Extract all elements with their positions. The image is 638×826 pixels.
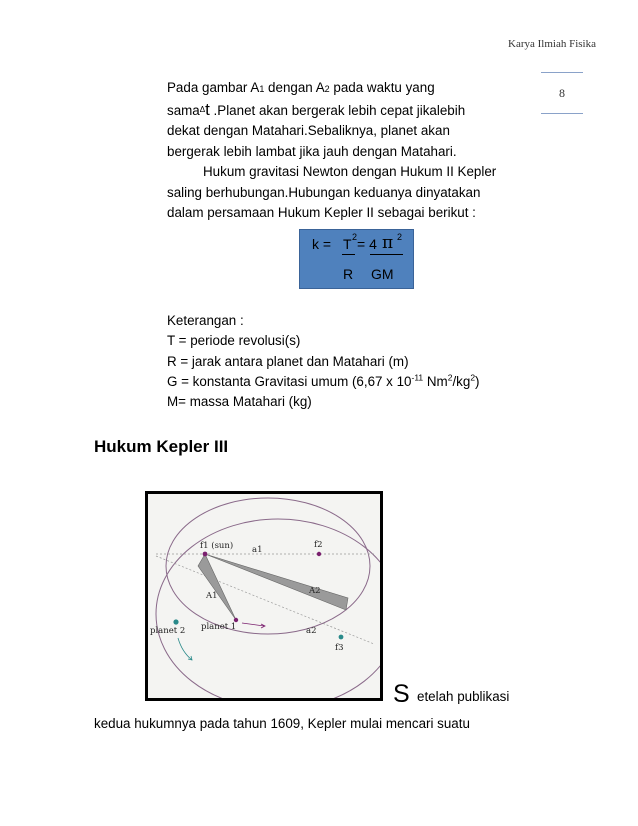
section-heading: Hukum Kepler III	[94, 437, 229, 456]
label-a1: a1	[252, 545, 263, 555]
label-f1-sun: f1 (sun)	[200, 541, 234, 551]
inner-orbit	[166, 498, 370, 634]
para-line-6: saling berhubungan.Hubungan keduanya dinyatakan	[167, 184, 481, 200]
drop-cap: S	[393, 680, 410, 708]
sun-focus-dot	[203, 552, 208, 557]
body-paragraph	[167, 78, 552, 224]
f3-focus-dot	[339, 635, 344, 640]
label-f2: f2	[314, 540, 323, 550]
para-line-3: dekat dengan Matahari.Sebaliknya, planet akan	[167, 123, 450, 138]
notes-title: Keterangan :	[167, 313, 244, 328]
fraction-bar-right	[370, 254, 403, 255]
note-g: G = konstanta Gravitasi umum (6,67 x $10^{-11}$ $Nm^2/kg^2$)	[167, 372, 480, 389]
pi-symbol: π	[382, 233, 394, 253]
label-f3: f3	[335, 643, 344, 653]
para-line-4: bergerak lebih lambat jika jauh dengan Matahari.	[167, 143, 457, 159]
para-line-5: Hukum gravitasi Newton dengan Hukum II Kepler	[203, 164, 497, 179]
running-header: Karya Ilmiah Fisika	[508, 38, 596, 50]
bottom-line-1: etelah publikasi	[417, 689, 510, 704]
note-t: T = periode revolusi(s)	[167, 333, 301, 349]
label-planet-1: planet 1	[201, 622, 237, 632]
label-A2: A2	[309, 586, 321, 596]
para-line-7: dalam persamaan Hukum Kepler II sebagai berikut :	[167, 205, 476, 220]
label-A1: A1	[206, 591, 218, 601]
para-line-2: sama$^\Delta$t .Planet akan bergerak lebih cepat jikalebih	[167, 99, 466, 119]
planet-1-arrow	[242, 623, 264, 626]
orbit-diagram	[148, 494, 380, 698]
bottom-line-2: kedua hukumnya pada tahun 1609, Kepler mulai mencari suatu	[94, 716, 470, 731]
fraction-bar-left	[342, 254, 355, 255]
label-planet-2: planet 2	[150, 626, 186, 636]
notes-list	[167, 311, 567, 412]
kepler-orbit-figure	[145, 491, 383, 701]
note-r: R = jarak antara planet dan Matahari (m)	[167, 353, 409, 369]
label-a2: a2	[306, 626, 317, 636]
planet-2-dot	[173, 619, 178, 624]
note-m: M= massa Matahari (kg)	[167, 394, 312, 410]
para-line-1: Pada gambar A1 dengan A2 pada waktu yang	[167, 80, 435, 95]
planet-2-arrow	[178, 638, 192, 660]
kepler-formula-box: k = T 2 = 4 π 2 R GM	[299, 229, 414, 289]
f2-focus-dot	[317, 552, 321, 556]
page-number: 8	[541, 72, 583, 114]
